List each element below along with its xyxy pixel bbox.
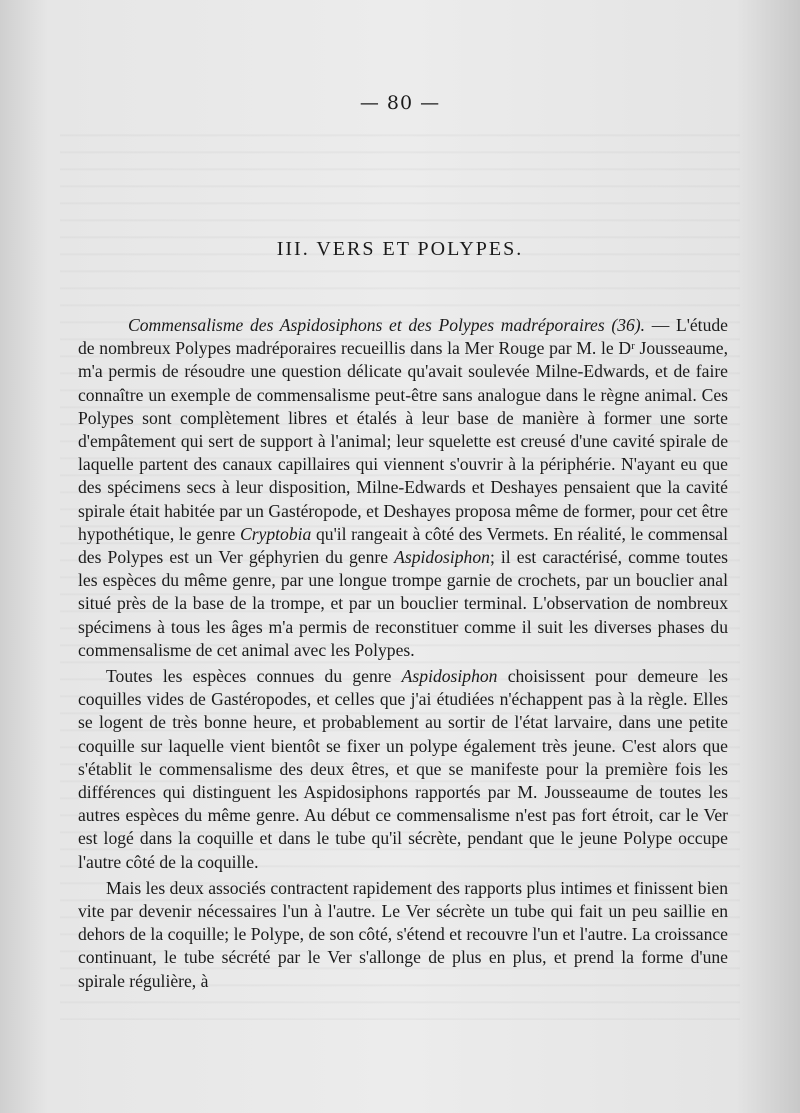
body-text: [78, 314, 728, 996]
genus-name: Cryptobia: [239, 523, 312, 544]
paragraph-title: Commensalisme des Aspidosiphons et des Polypes madréporaires: [128, 315, 605, 335]
genus-name: Aspidosiphon: [401, 666, 498, 687]
paragraph-3: [78, 877, 728, 993]
paragraph-text: ; il est caractérisé, comme toutes les espèces du même genre, par une longue trompe garnie de crochets, par un bouclier anal situé près de la base de la trompe, et par un bouclier terminal. L'observation de nombreux spécimens à tous les âges m'a permis de reconstituer comme il suit les diverses phases du commensalisme de cet animal avec les Polypes.: [78, 547, 728, 660]
paragraph-text: choisissent pour demeure les coquilles vides de Gastéropodes, et celles que j'ai étudiées n'échappent pas à la règle. Elles se logent de très bonne heure, et probablement au sortir de l'état larvaire, dans une petite coquille sur laquelle vient bientôt se fixer un polype également très jeune. C'est alors que s'établit le commensalisme des deux êtres, et que se manifeste pour la première fois les différences qui distinguent les Aspidosiphons rapportés par M. Jousseaume de toutes les autres espèces du même genre. Au début ce commensalisme n'est pas fort étroit, car le Ver est logé dans la coquille et dans le tube qu'il sécrète, pendant que le jeune Polype occupe l'autre côté de la coquille.: [78, 666, 728, 872]
genus-name: Aspidosiphon: [394, 547, 490, 568]
paragraph-1: [78, 314, 728, 662]
paragraph-text: Toutes les espèces connues du genre: [106, 666, 402, 687]
reference-number: (36).: [611, 315, 646, 335]
paragraph-2: [78, 665, 728, 874]
paragraph-text: — L'étude de nombreux Polypes madréporaires recueillis dans la Mer Rouge par M. le Dʳ Jousseaume, m'a permis de résoudre une question délicate qu'avait soulevée Milne-Edwards, et de faire connaître un exemple de commensalisme peut-être sans analogue dans le règne animal. Ces Polypes sont complètement libres et étalés à leur base de manière à former une sorte d'empâtement qui sert de support à l'animal; leur squelette est creusé d'une cavité spirale de laquelle partent des canaux capillaires qui viennent s'ouvrir à la périphérie. N'ayant eu que des spécimens secs à leur disposition, Milne-Edwards et Deshayes pensaient que la cavité spirale était habitée par un Gastéropode, et Deshayes proposa même de former, pour cet être hypothétique, le genre: [78, 315, 728, 544]
page-number: — 80 —: [359, 92, 441, 114]
paragraph-text: qu'il rangeait à côté des Vermets. En réalité, le commensal des Polypes est un Ver géphyrien du genre: [78, 523, 728, 568]
paragraph-text: Mais les deux associés contractent rapidement des rapports plus intimes et finissent bien vite par devenir nécessaires l'un à l'autre. Le Ver sécrète un tube qui fait un peu saillie en dehors de la coquille; le Polype, de son côté, s'étend et recouvre l'un et l'autre. La croissance continuant, le tube sécrété par le Ver s'allonge de plus en plus, et prend la forme d'une spirale régulière, à: [78, 877, 728, 991]
section-heading: III. VERS ET POLYPES.: [276, 238, 524, 260]
